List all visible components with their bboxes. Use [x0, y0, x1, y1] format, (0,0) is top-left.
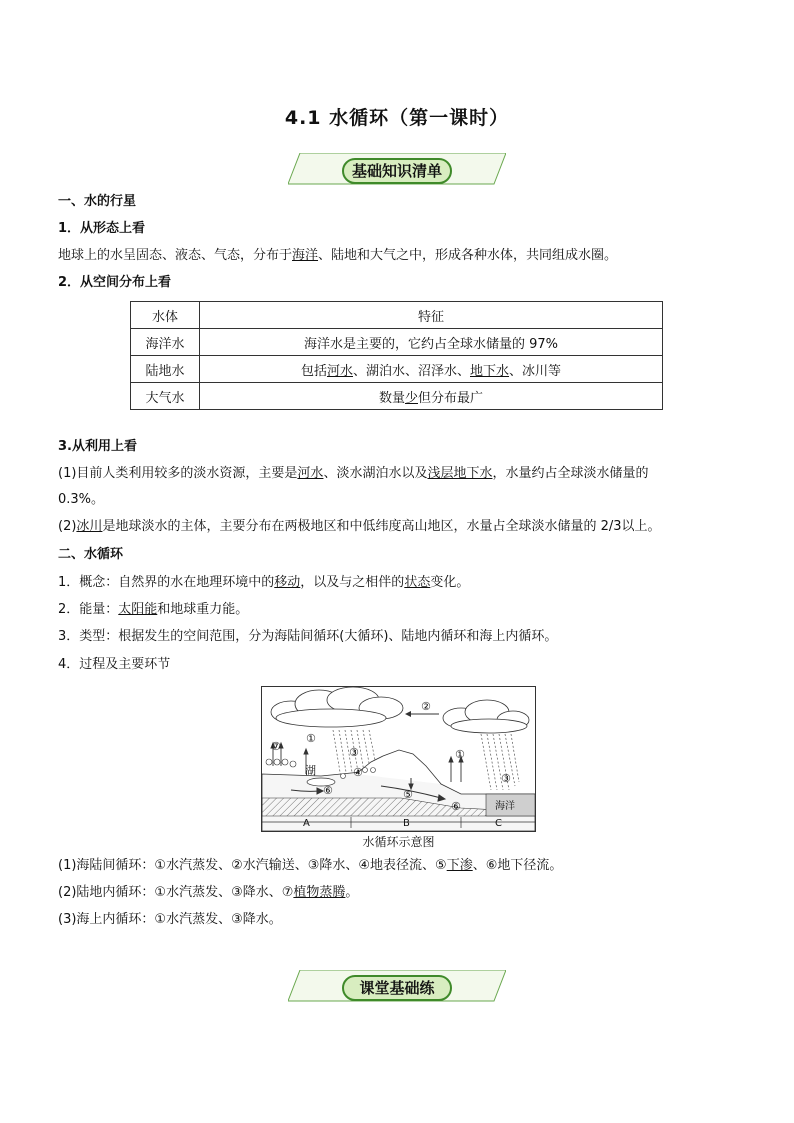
table-cell-type: 海洋水	[131, 329, 200, 356]
table-header: 特征	[200, 302, 663, 329]
banner-label: 课堂基础练	[342, 975, 452, 1001]
paragraph-usage-1: (1)目前人类利用较多的淡水资源，主要是河水、淡水湖泊水以及浅层地下水，水量约占全球淡水储量的	[58, 466, 649, 481]
water-cycle-diagram	[261, 686, 536, 832]
water-body-table	[130, 301, 663, 410]
paragraph-types: 3．类型：根据发生的空间范围，分为海陆间循环(大循环)、陆地内循环和海上内循环。	[58, 629, 558, 644]
label-6b: ⑥	[451, 800, 461, 813]
figure-caption: 水循环示意图	[362, 835, 435, 849]
label-3a: ③	[349, 746, 359, 759]
label-7: ⑦	[271, 740, 281, 753]
label-ocean: 海洋	[495, 801, 515, 812]
label-4: ④	[353, 766, 363, 779]
label-B: B	[403, 818, 410, 829]
page-title: 4.1 水循环（第一课时）	[284, 107, 510, 129]
label-A: A	[303, 818, 310, 829]
label-1a: ①	[306, 732, 316, 745]
paragraph-cycle-2: (2)陆地内循环：①水汽蒸发、③降水、⑦植物蒸腾。	[58, 885, 359, 900]
table-cell-type: 大气水	[131, 383, 200, 410]
section-banner-practice	[288, 970, 506, 1006]
table-header-row	[131, 302, 663, 329]
label-6a: ⑥	[323, 784, 333, 797]
paragraph-energy: 2．能量：太阳能和地球重力能。	[58, 602, 249, 617]
banner-label: 基础知识清单	[342, 158, 452, 184]
heading-distribution: 2．从空间分布上看	[58, 275, 172, 290]
label-C: C	[495, 818, 502, 829]
label-lake: 湖	[305, 764, 316, 777]
table-row	[131, 383, 663, 410]
paragraph-usage-2: (2)冰川是地球淡水的主体，主要分布在两极地区和中低纬度高山地区，水量占全球淡水储量的 2/3以上。	[58, 519, 661, 534]
heading-form: 1．从形态上看	[58, 221, 146, 236]
paragraph-form: 地球上的水呈固态、液态、气态，分布于海洋、陆地和大气之中，形成各种水体，共同组成水圈。	[58, 248, 618, 263]
heading-water-planet: 一、水的行星	[58, 194, 137, 209]
paragraph-cycle-3: (3)海上内循环：①水汽蒸发、③降水。	[58, 912, 282, 927]
section-banner-knowledge	[288, 153, 506, 189]
table-header: 水体	[131, 302, 200, 329]
paragraph-concept: 1．概念：自然界的水在地理环境中的移动，以及与之相伴的状态变化。	[58, 575, 470, 590]
label-3b: ③	[501, 772, 511, 785]
label-1b: ①	[455, 748, 465, 761]
label-2: ②	[421, 700, 431, 713]
paragraph-usage-1-cont: 0.3%。	[58, 492, 105, 507]
label-5: ⑤	[403, 788, 413, 801]
table-cell-feature: 海洋水是主要的，它约占全球水储量的 97%	[200, 329, 663, 356]
heading-usage: 3.从利用上看	[58, 439, 137, 454]
heading-water-cycle: 二、水循环	[58, 547, 124, 562]
table-row	[131, 329, 663, 356]
table-cell-feature: 包括河水、湖泊水、沼泽水、地下水、冰川等	[200, 356, 663, 383]
table-row	[131, 356, 663, 383]
paragraph-cycle-1: (1)海陆间循环：①水汽蒸发、②水汽输送、③降水、④地表径流、⑤下渗、⑥地下径流。	[58, 858, 563, 873]
paragraph-process: 4．过程及主要环节	[58, 657, 171, 672]
table-cell-feature: 数量少但分布最广	[200, 383, 663, 410]
table-cell-type: 陆地水	[131, 356, 200, 383]
